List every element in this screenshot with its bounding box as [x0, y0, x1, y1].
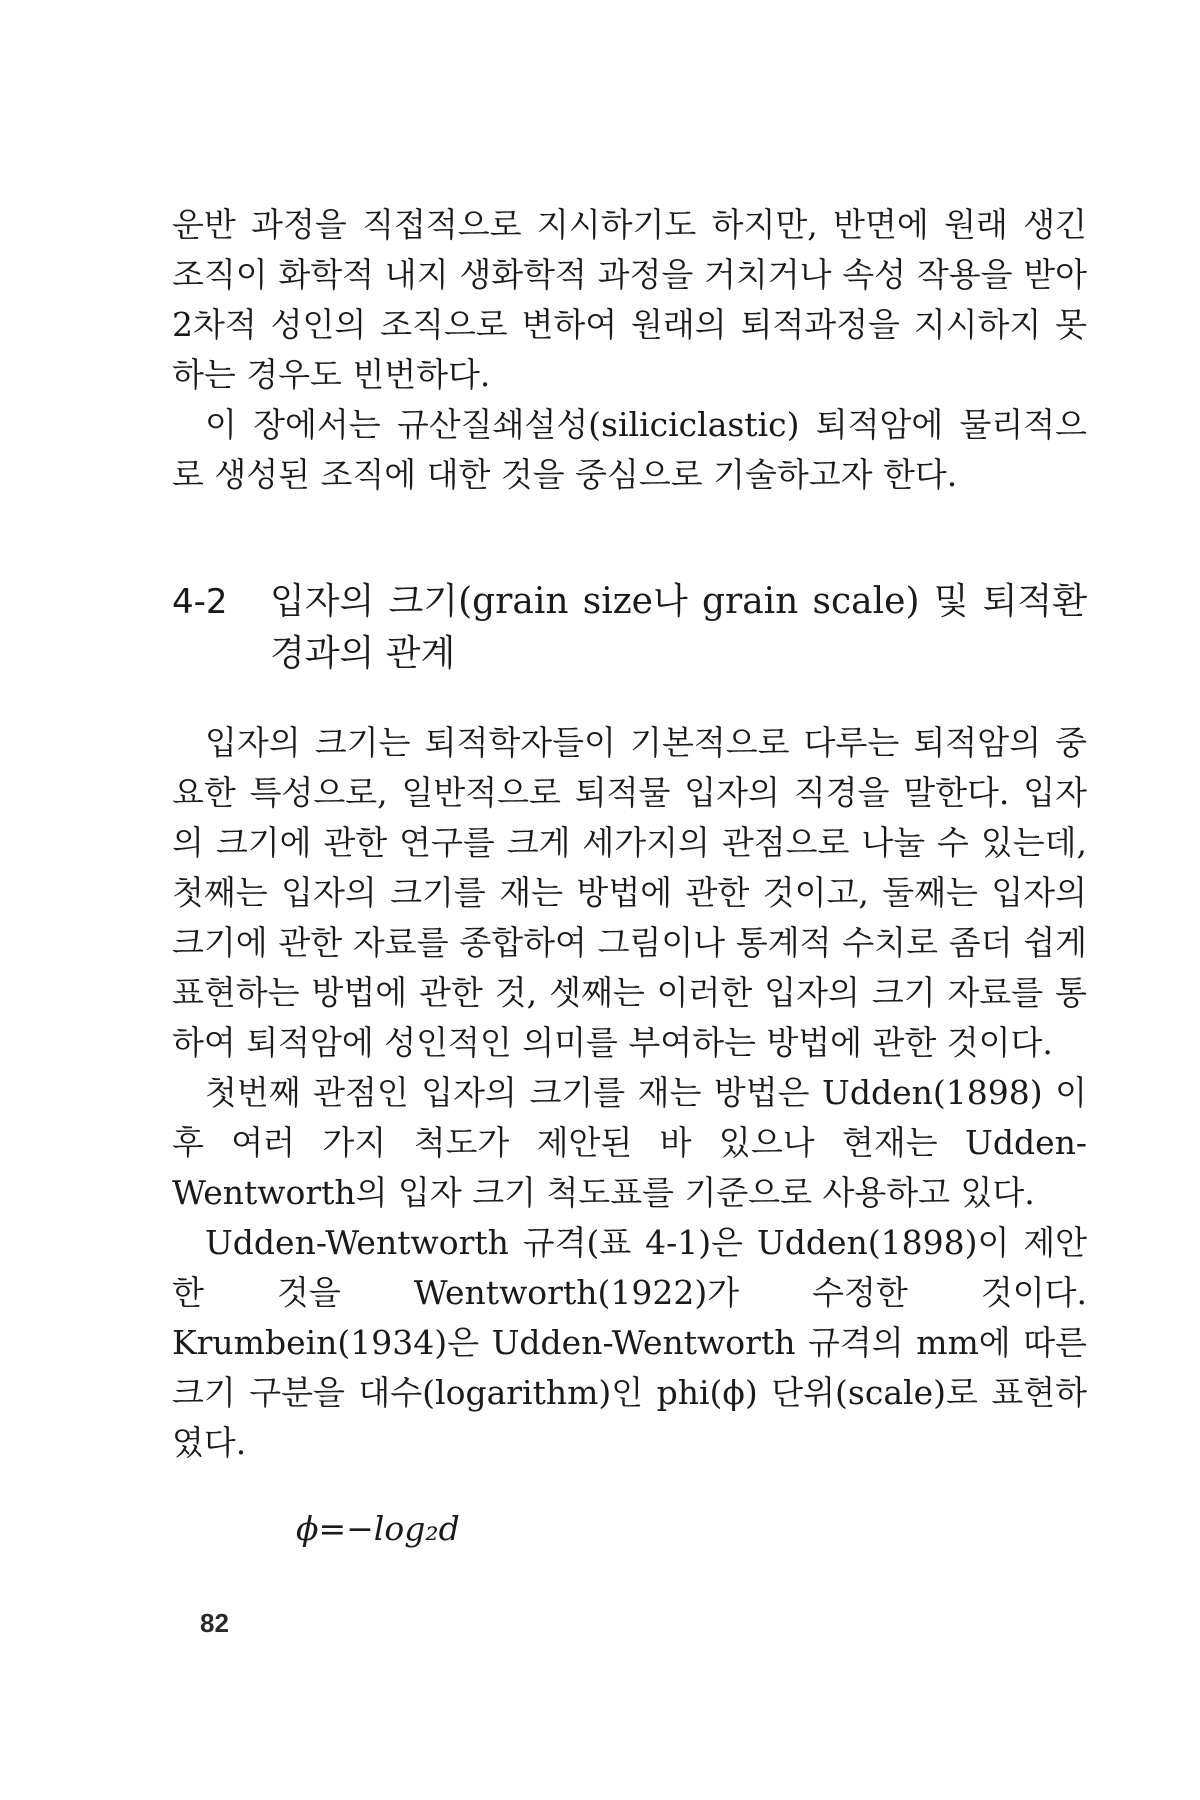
intro-paragraph-2: 이 장에서는 규산질쇄설성(siliciclastic) 퇴적암에 물리적으로 생성된 조직에 대한 것을 중심으로 기술하고자 한다. — [172, 405, 1087, 494]
page-number: 82 — [200, 1608, 229, 1638]
body-paragraph-2: 첫번째 관점인 입자의 크기를 재는 방법은 Udden(1898) 이후 여러 가지 척도가 제안된 바 있으나 현재는 Udden-Wentworth의 입자 크기 척도표를 기준으로 사용하고 있다. — [172, 1073, 1087, 1212]
section-number: 4-2 — [172, 582, 228, 622]
section-title: 입자의 크기(grain size나 grain scale) 및 퇴적환경과의 관계 — [270, 581, 1087, 674]
intro-paragraph-1: 운반 과정을 직접적으로 지시하기도 하지만, 반면에 원래 생긴 조직이 화학적 내지 생화학적 과정을 거치거나 속성 작용을 받아 2차적 성인의 조직으로 변하여 원래의 퇴적과정을 지시하지 못하는 경우도 빈번하다. — [172, 205, 1087, 394]
page-content — [172, 200, 1087, 1554]
body-paragraph-3: Udden-Wentworth 규격(표 4-1)은 Udden(1898)이 제안한 것을 Wentworth(1922)가 수정한 것이다. Krumbein(1934)은 Udden-Wentworth 규격의 mm에 따른 크기 구분을 대수(logarithm)인 phi(ϕ) 단위(scale)로 표현하였다. — [172, 1223, 1087, 1462]
section-heading — [172, 576, 1087, 680]
phi-formula: ϕ=−log₂d — [296, 1509, 460, 1548]
body-paragraph-1: 입자의 크기는 퇴적학자들이 기본적으로 다루는 퇴적암의 중요한 특성으로, 일반적으로 퇴적물 입자의 직경을 말한다. 입자의 크기에 관한 연구를 크게 세가지의 관점으로 나눌 수 있는데, 첫째는 입자의 크기를 재는 방법에 관한 것이고, 둘째는 입자의 크기에 관한 자료를 종합하여 그림이나 통계적 수치로 좀더 쉽게 표현하는 방법에 관한 것, 셋째는 이러한 입자의 크기 자료를 통하여 퇴적암에 성인적인 의미를 부여하는 방법에 관한 것이다. — [172, 723, 1087, 1062]
